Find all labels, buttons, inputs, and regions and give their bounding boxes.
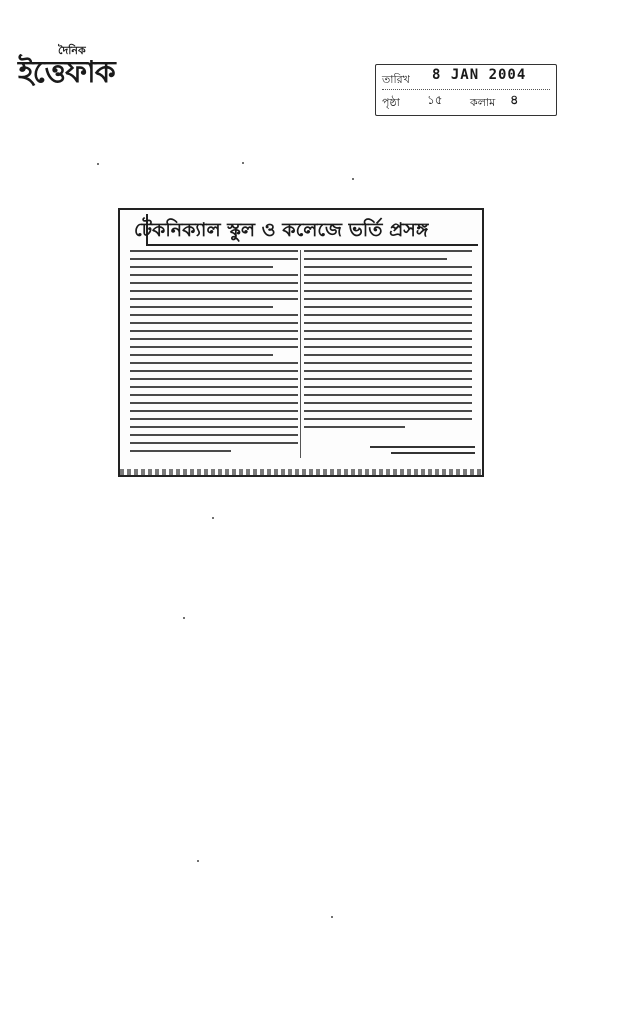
newspaper-masthead [18, 42, 148, 102]
newspaper-clipping [118, 208, 484, 477]
scan-speck [331, 916, 333, 918]
scan-speck [352, 178, 354, 180]
article-column-left [130, 250, 298, 458]
article-column-right [304, 250, 472, 434]
stamp-column-label: কলাম [470, 96, 496, 109]
stamp-date-label: তারিখ [382, 73, 410, 86]
article-headline: টেকনিক্যাল স্কুল ও কলেজে ভর্তি প্রসঙ্গ [134, 219, 429, 241]
stamp-column-value: ৪ [510, 93, 519, 108]
clipping-torn-edge [120, 469, 482, 475]
stamp-page-label: পৃষ্ঠা [382, 96, 400, 109]
author-signature [370, 442, 475, 458]
scan-speck [97, 163, 99, 165]
stamp-date-row [382, 67, 550, 90]
stamp-date-value: 8 JAN 2004 [432, 67, 527, 83]
column-divider [300, 250, 301, 458]
masthead-prefix: দৈনিক [58, 44, 86, 57]
date-stamp [375, 64, 557, 116]
scan-speck [212, 517, 214, 519]
masthead-title: ইত্তেফাক [18, 55, 115, 90]
scan-speck [183, 617, 185, 619]
stamp-page-row [382, 90, 550, 112]
stamp-page-value: ১৫ [427, 93, 443, 107]
scan-speck [242, 162, 244, 164]
scan-speck [197, 860, 199, 862]
